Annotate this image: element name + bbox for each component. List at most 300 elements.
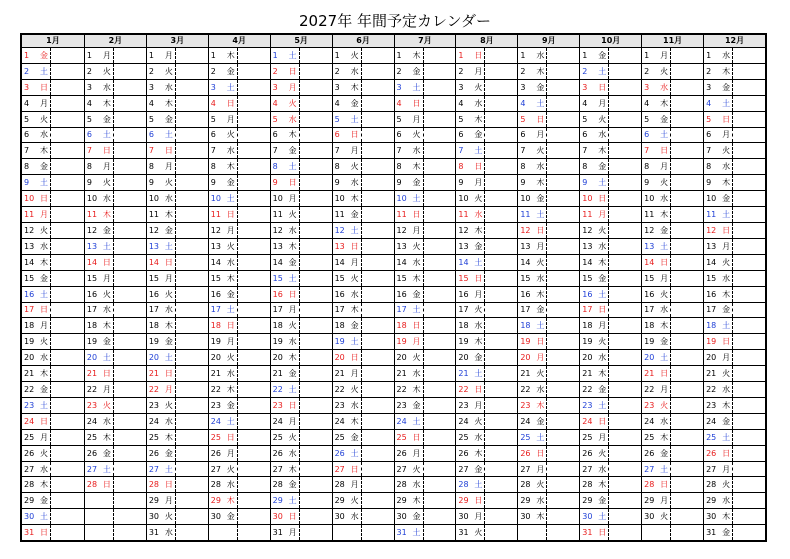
day-row[interactable] [456,128,517,144]
day-row[interactable] [704,271,765,287]
day-row[interactable] [518,48,579,64]
day-row[interactable] [209,446,270,462]
day-row[interactable] [147,318,208,334]
day-row[interactable] [580,477,641,493]
day-row[interactable] [642,223,703,239]
day-row[interactable] [580,430,641,446]
day-row[interactable] [642,303,703,319]
day-row[interactable] [147,430,208,446]
day-row[interactable] [333,493,394,509]
day-row[interactable] [22,143,84,159]
day-row[interactable] [333,159,394,175]
day-row[interactable] [580,271,641,287]
day-row[interactable] [642,64,703,80]
day-row[interactable] [209,207,270,223]
day-row[interactable] [456,477,517,493]
day-row[interactable] [209,128,270,144]
day-row[interactable] [580,96,641,112]
day-row[interactable] [209,255,270,271]
day-row[interactable] [22,128,84,144]
day-row[interactable] [85,462,146,478]
day-row[interactable] [395,414,456,430]
day-row[interactable] [642,493,703,509]
day-row[interactable] [580,64,641,80]
day-row[interactable] [580,334,641,350]
day-row[interactable] [333,350,394,366]
day-row[interactable] [22,303,84,319]
day-row[interactable] [395,493,456,509]
day-row[interactable] [704,96,765,112]
day-row[interactable] [456,64,517,80]
day-row[interactable] [85,128,146,144]
day-row[interactable] [209,430,270,446]
day-row[interactable] [518,366,579,382]
day-row[interactable] [518,509,579,525]
day-row[interactable] [271,525,332,540]
day-row[interactable] [209,414,270,430]
day-row[interactable] [642,462,703,478]
day-row[interactable] [271,207,332,223]
day-row[interactable] [642,366,703,382]
day-row[interactable] [395,207,456,223]
day-row[interactable] [395,80,456,96]
day-row[interactable] [147,509,208,525]
day-row[interactable] [580,159,641,175]
day-row[interactable] [333,430,394,446]
day-row[interactable] [209,493,270,509]
day-row[interactable] [395,143,456,159]
day-row[interactable] [22,414,84,430]
day-row[interactable] [456,334,517,350]
day-row[interactable] [518,271,579,287]
day-row[interactable] [704,239,765,255]
day-row[interactable] [22,462,84,478]
day-row[interactable] [333,48,394,64]
day-row[interactable] [395,462,456,478]
day-row[interactable] [642,48,703,64]
day-row[interactable] [333,223,394,239]
day-row[interactable] [85,48,146,64]
day-row[interactable] [456,239,517,255]
day-row[interactable] [580,48,641,64]
day-row[interactable] [22,64,84,80]
day-row[interactable] [580,80,641,96]
day-row[interactable] [22,398,84,414]
day-row[interactable] [704,462,765,478]
day-row[interactable] [333,366,394,382]
day-row[interactable] [704,446,765,462]
day-row[interactable] [456,493,517,509]
day-row[interactable] [395,239,456,255]
day-row[interactable] [271,96,332,112]
day-row[interactable] [518,64,579,80]
day-row[interactable] [456,430,517,446]
day-row[interactable] [704,175,765,191]
day-row[interactable] [580,414,641,430]
day-row[interactable] [22,80,84,96]
day-row[interactable] [271,493,332,509]
day-row[interactable] [580,128,641,144]
day-row[interactable] [518,446,579,462]
day-row[interactable] [704,191,765,207]
day-row[interactable] [22,159,84,175]
day-row[interactable] [85,64,146,80]
day-row[interactable] [147,96,208,112]
day-row[interactable] [580,350,641,366]
day-row[interactable] [271,128,332,144]
day-row[interactable] [22,318,84,334]
day-row[interactable] [642,255,703,271]
day-row[interactable] [518,239,579,255]
day-row[interactable] [147,366,208,382]
day-row[interactable] [85,239,146,255]
day-row[interactable] [456,509,517,525]
day-row[interactable] [333,255,394,271]
day-row[interactable] [395,175,456,191]
day-row[interactable] [580,207,641,223]
day-row[interactable] [209,112,270,128]
day-row[interactable] [456,207,517,223]
day-row[interactable] [271,175,332,191]
day-row[interactable] [271,398,332,414]
day-row[interactable] [147,64,208,80]
day-row[interactable] [271,80,332,96]
day-row[interactable] [395,303,456,319]
day-row[interactable] [85,366,146,382]
day-row[interactable] [704,143,765,159]
day-row[interactable] [271,271,332,287]
day-row[interactable] [22,477,84,493]
day-row[interactable] [456,80,517,96]
day-row[interactable] [642,318,703,334]
day-row[interactable] [22,287,84,303]
day-row[interactable] [147,223,208,239]
day-row[interactable] [271,334,332,350]
day-row[interactable] [147,80,208,96]
day-row[interactable] [580,287,641,303]
day-row[interactable] [395,509,456,525]
day-row[interactable] [395,271,456,287]
day-row[interactable] [333,382,394,398]
day-row[interactable] [518,303,579,319]
day-row[interactable] [395,64,456,80]
day-row[interactable] [580,446,641,462]
day-row[interactable] [85,477,146,493]
day-row[interactable] [333,271,394,287]
day-row[interactable] [147,159,208,175]
day-row[interactable] [271,446,332,462]
day-row[interactable] [704,255,765,271]
day-row[interactable] [271,143,332,159]
day-row[interactable] [580,318,641,334]
day-row[interactable] [271,223,332,239]
day-row[interactable] [642,159,703,175]
day-row[interactable] [85,382,146,398]
day-row[interactable] [209,271,270,287]
day-row[interactable] [518,430,579,446]
day-row[interactable] [85,525,146,540]
day-row[interactable] [147,175,208,191]
day-row[interactable] [580,493,641,509]
day-row[interactable] [704,287,765,303]
day-row[interactable] [147,462,208,478]
day-row[interactable] [580,509,641,525]
day-row[interactable] [271,239,332,255]
day-row[interactable] [209,48,270,64]
day-row[interactable] [518,255,579,271]
day-row[interactable] [147,446,208,462]
day-row[interactable] [704,80,765,96]
day-row[interactable] [518,350,579,366]
day-row[interactable] [518,382,579,398]
day-row[interactable] [22,271,84,287]
day-row[interactable] [22,509,84,525]
day-row[interactable] [395,191,456,207]
day-row[interactable] [22,366,84,382]
day-row[interactable] [518,398,579,414]
day-row[interactable] [518,191,579,207]
day-row[interactable] [85,112,146,128]
day-row[interactable] [333,446,394,462]
day-row[interactable] [271,318,332,334]
day-row[interactable] [271,64,332,80]
day-row[interactable] [456,303,517,319]
day-row[interactable] [395,398,456,414]
day-row[interactable] [85,159,146,175]
day-row[interactable] [642,271,703,287]
day-row[interactable] [580,191,641,207]
day-row[interactable] [333,303,394,319]
day-row[interactable] [642,239,703,255]
day-row[interactable] [85,493,146,509]
day-row[interactable] [704,430,765,446]
day-row[interactable] [642,446,703,462]
day-row[interactable] [456,382,517,398]
day-row[interactable] [456,255,517,271]
day-row[interactable] [209,96,270,112]
day-row[interactable] [333,414,394,430]
day-row[interactable] [147,414,208,430]
day-row[interactable] [456,159,517,175]
day-row[interactable] [580,382,641,398]
day-row[interactable] [271,350,332,366]
day-row[interactable] [704,303,765,319]
day-row[interactable] [518,159,579,175]
day-row[interactable] [147,143,208,159]
day-row[interactable] [85,223,146,239]
day-row[interactable] [22,493,84,509]
day-row[interactable] [580,239,641,255]
day-row[interactable] [333,112,394,128]
day-row[interactable] [85,271,146,287]
day-row[interactable] [580,398,641,414]
day-row[interactable] [642,509,703,525]
day-row[interactable] [209,525,270,540]
day-row[interactable] [580,143,641,159]
day-row[interactable] [333,318,394,334]
day-row[interactable] [209,143,270,159]
day-row[interactable] [271,112,332,128]
day-row[interactable] [395,477,456,493]
day-row[interactable] [456,366,517,382]
day-row[interactable] [209,223,270,239]
day-row[interactable] [704,64,765,80]
day-row[interactable] [22,112,84,128]
day-row[interactable] [642,128,703,144]
day-row[interactable] [85,175,146,191]
day-row[interactable] [333,207,394,223]
day-row[interactable] [85,318,146,334]
day-row[interactable] [518,143,579,159]
day-row[interactable] [518,128,579,144]
day-row[interactable] [22,207,84,223]
day-row[interactable] [456,318,517,334]
day-row[interactable] [580,255,641,271]
day-row[interactable] [85,446,146,462]
day-row[interactable] [395,287,456,303]
day-row[interactable] [22,350,84,366]
day-row[interactable] [333,143,394,159]
day-row[interactable] [209,64,270,80]
day-row[interactable] [85,191,146,207]
day-row[interactable] [642,191,703,207]
day-row[interactable] [642,175,703,191]
day-row[interactable] [271,48,332,64]
day-row[interactable] [85,414,146,430]
day-row[interactable] [85,80,146,96]
day-row[interactable] [456,112,517,128]
day-row[interactable] [85,303,146,319]
day-row[interactable] [704,334,765,350]
day-row[interactable] [704,477,765,493]
day-row[interactable] [209,350,270,366]
day-row[interactable] [518,525,579,540]
day-row[interactable] [209,287,270,303]
day-row[interactable] [456,525,517,540]
day-row[interactable] [704,382,765,398]
day-row[interactable] [642,525,703,540]
day-row[interactable] [456,287,517,303]
day-row[interactable] [271,255,332,271]
day-row[interactable] [22,382,84,398]
day-row[interactable] [395,112,456,128]
day-row[interactable] [456,48,517,64]
day-row[interactable] [85,350,146,366]
day-row[interactable] [209,382,270,398]
day-row[interactable] [333,128,394,144]
day-row[interactable] [209,80,270,96]
day-row[interactable] [704,207,765,223]
day-row[interactable] [704,525,765,540]
day-row[interactable] [395,366,456,382]
day-row[interactable] [456,398,517,414]
day-row[interactable] [704,48,765,64]
day-row[interactable] [704,128,765,144]
day-row[interactable] [147,398,208,414]
day-row[interactable] [456,446,517,462]
day-row[interactable] [22,48,84,64]
day-row[interactable] [580,175,641,191]
day-row[interactable] [704,509,765,525]
day-row[interactable] [333,525,394,540]
day-row[interactable] [209,175,270,191]
day-row[interactable] [642,382,703,398]
day-row[interactable] [85,143,146,159]
day-row[interactable] [147,382,208,398]
day-row[interactable] [333,191,394,207]
day-row[interactable] [704,398,765,414]
day-row[interactable] [580,366,641,382]
day-row[interactable] [209,318,270,334]
day-row[interactable] [209,159,270,175]
day-row[interactable] [85,334,146,350]
day-row[interactable] [147,493,208,509]
day-row[interactable] [395,446,456,462]
day-row[interactable] [333,287,394,303]
day-row[interactable] [333,509,394,525]
day-row[interactable] [395,318,456,334]
day-row[interactable] [395,525,456,540]
day-row[interactable] [642,477,703,493]
day-row[interactable] [147,477,208,493]
day-row[interactable] [22,175,84,191]
day-row[interactable] [85,509,146,525]
day-row[interactable] [704,366,765,382]
day-row[interactable] [395,430,456,446]
day-row[interactable] [580,525,641,540]
day-row[interactable] [147,350,208,366]
day-row[interactable] [22,430,84,446]
day-row[interactable] [333,175,394,191]
day-row[interactable] [22,334,84,350]
day-row[interactable] [147,207,208,223]
day-row[interactable] [642,414,703,430]
day-row[interactable] [395,48,456,64]
day-row[interactable] [22,525,84,540]
day-row[interactable] [147,239,208,255]
day-row[interactable] [333,80,394,96]
day-row[interactable] [518,477,579,493]
day-row[interactable] [22,96,84,112]
day-row[interactable] [147,48,208,64]
day-row[interactable] [271,191,332,207]
day-row[interactable] [271,414,332,430]
day-row[interactable] [209,239,270,255]
day-row[interactable] [147,287,208,303]
day-row[interactable] [85,398,146,414]
day-row[interactable] [209,398,270,414]
day-row[interactable] [209,191,270,207]
day-row[interactable] [333,64,394,80]
day-row[interactable] [147,255,208,271]
day-row[interactable] [333,462,394,478]
day-row[interactable] [642,207,703,223]
day-row[interactable] [333,398,394,414]
day-row[interactable] [456,191,517,207]
day-row[interactable] [642,350,703,366]
day-row[interactable] [642,80,703,96]
day-row[interactable] [147,303,208,319]
day-row[interactable] [271,509,332,525]
day-row[interactable] [271,477,332,493]
day-row[interactable] [456,271,517,287]
day-row[interactable] [456,350,517,366]
day-row[interactable] [395,159,456,175]
day-row[interactable] [22,223,84,239]
day-row[interactable] [209,509,270,525]
day-row[interactable] [395,382,456,398]
day-row[interactable] [333,477,394,493]
